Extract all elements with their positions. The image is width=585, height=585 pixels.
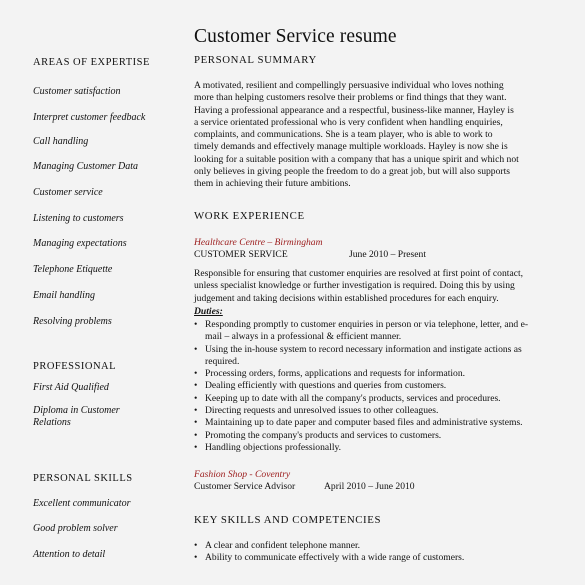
personal-skills-heading: PERSONAL SKILLS (33, 473, 133, 484)
job-description: Responsible for ensuring that customer enquiries are resolved at first point of contact, unless specialist knowledge or further investigation is required. Doing this by using judgement and taking decisions within established procedures for each enquiry. (194, 268, 524, 304)
skill-item: Good problem solver (33, 523, 118, 534)
expertise-item: Resolving problems (33, 316, 112, 327)
job-dates: April 2010 – June 2010 (324, 481, 415, 492)
professional-item: Diploma in Customer Relations (33, 405, 120, 428)
job-dates: June 2010 – Present (349, 249, 427, 260)
list-item: • Keeping up to date with all the company's products, services and procedures. (194, 392, 501, 404)
list-item: • Promoting the company's products and services to customers. (194, 429, 442, 441)
professional-heading: PROFESSIONAL (33, 361, 117, 372)
job-title-line (194, 481, 415, 492)
list-item: • Maintaining up to date paper and computer based files and administrative systems. (194, 417, 523, 429)
list-item: • Using the in-house system to record necessary information and instigate actions as required. (194, 343, 522, 367)
job-location: Fashion Shop - Coventry (194, 469, 291, 480)
list-item: • Responding promptly to customer enquiries in person or via telephone, letter, and e- mail – always in a professional & efficient manner. (194, 319, 529, 343)
expertise-item: Customer service (33, 187, 103, 198)
expertise-item: Email handling (33, 290, 95, 301)
job-location: Healthcare Centre – Birmingham (194, 237, 323, 248)
key-skills-list (194, 540, 554, 565)
expertise-item: Managing Customer Data (33, 161, 138, 172)
expertise-heading: AREAS OF EXPERTISE (33, 57, 150, 68)
duties-label: Duties: (194, 306, 223, 317)
list-item: • Dealing efficiently with questions and queries from customers. (194, 380, 447, 392)
expertise-item: Telephone Etiquette (33, 264, 113, 275)
job-title: Customer Service Advisor (194, 481, 296, 492)
list-item: • Handling objections professionally. (194, 441, 342, 453)
expertise-item: Call handling (33, 136, 89, 147)
list-item: • A clear and confident telephone manner. (194, 540, 361, 551)
duties-list (194, 319, 554, 454)
skill-item: Excellent communicator (33, 498, 131, 509)
expertise-item: Customer satisfaction (33, 86, 121, 97)
skill-item: Attention to detail (33, 549, 106, 560)
list-item: • Directing requests and unresolved issues to other colleagues. (194, 405, 439, 417)
list-item: • Processing orders, forms, applications and requests for information. (194, 368, 466, 380)
list-item: • Ability to communicate effectively with a wide range of customers. (194, 552, 465, 564)
summary-heading: PERSONAL SUMMARY (194, 54, 317, 66)
job-title-line (194, 249, 427, 260)
key-skills-heading: KEY SKILLS AND COMPETENCIES (194, 514, 382, 526)
resume-title: Customer Service resume (194, 26, 397, 47)
expertise-item: Managing expectations (33, 238, 127, 249)
summary-text: A motivated, resilient and compellingly persuasive individual who loves nothing more than helping customers resolve their problems or find things that they want. Having a professional appearance and a respectful, business-like manner, Hayley is a service orientated professional who is very confident when handling enquiries, complaints, and communications. She is a team player, who is able to work to timely demands and effectively manage multiple workloads. Hayley is now she is looking for a suitable position with a company that has a unique spirit and which not only believes in giving people the freedom to do a great job, but will also supports them in achieving their future ambitions. (194, 80, 519, 190)
expertise-item: Interpret customer feedback (33, 112, 146, 123)
expertise-item: Listening to customers (33, 213, 124, 224)
professional-item: First Aid Qualified (33, 382, 109, 393)
work-experience-heading: WORK EXPERIENCE (194, 210, 305, 222)
job-title: CUSTOMER SERVICE (194, 249, 288, 260)
